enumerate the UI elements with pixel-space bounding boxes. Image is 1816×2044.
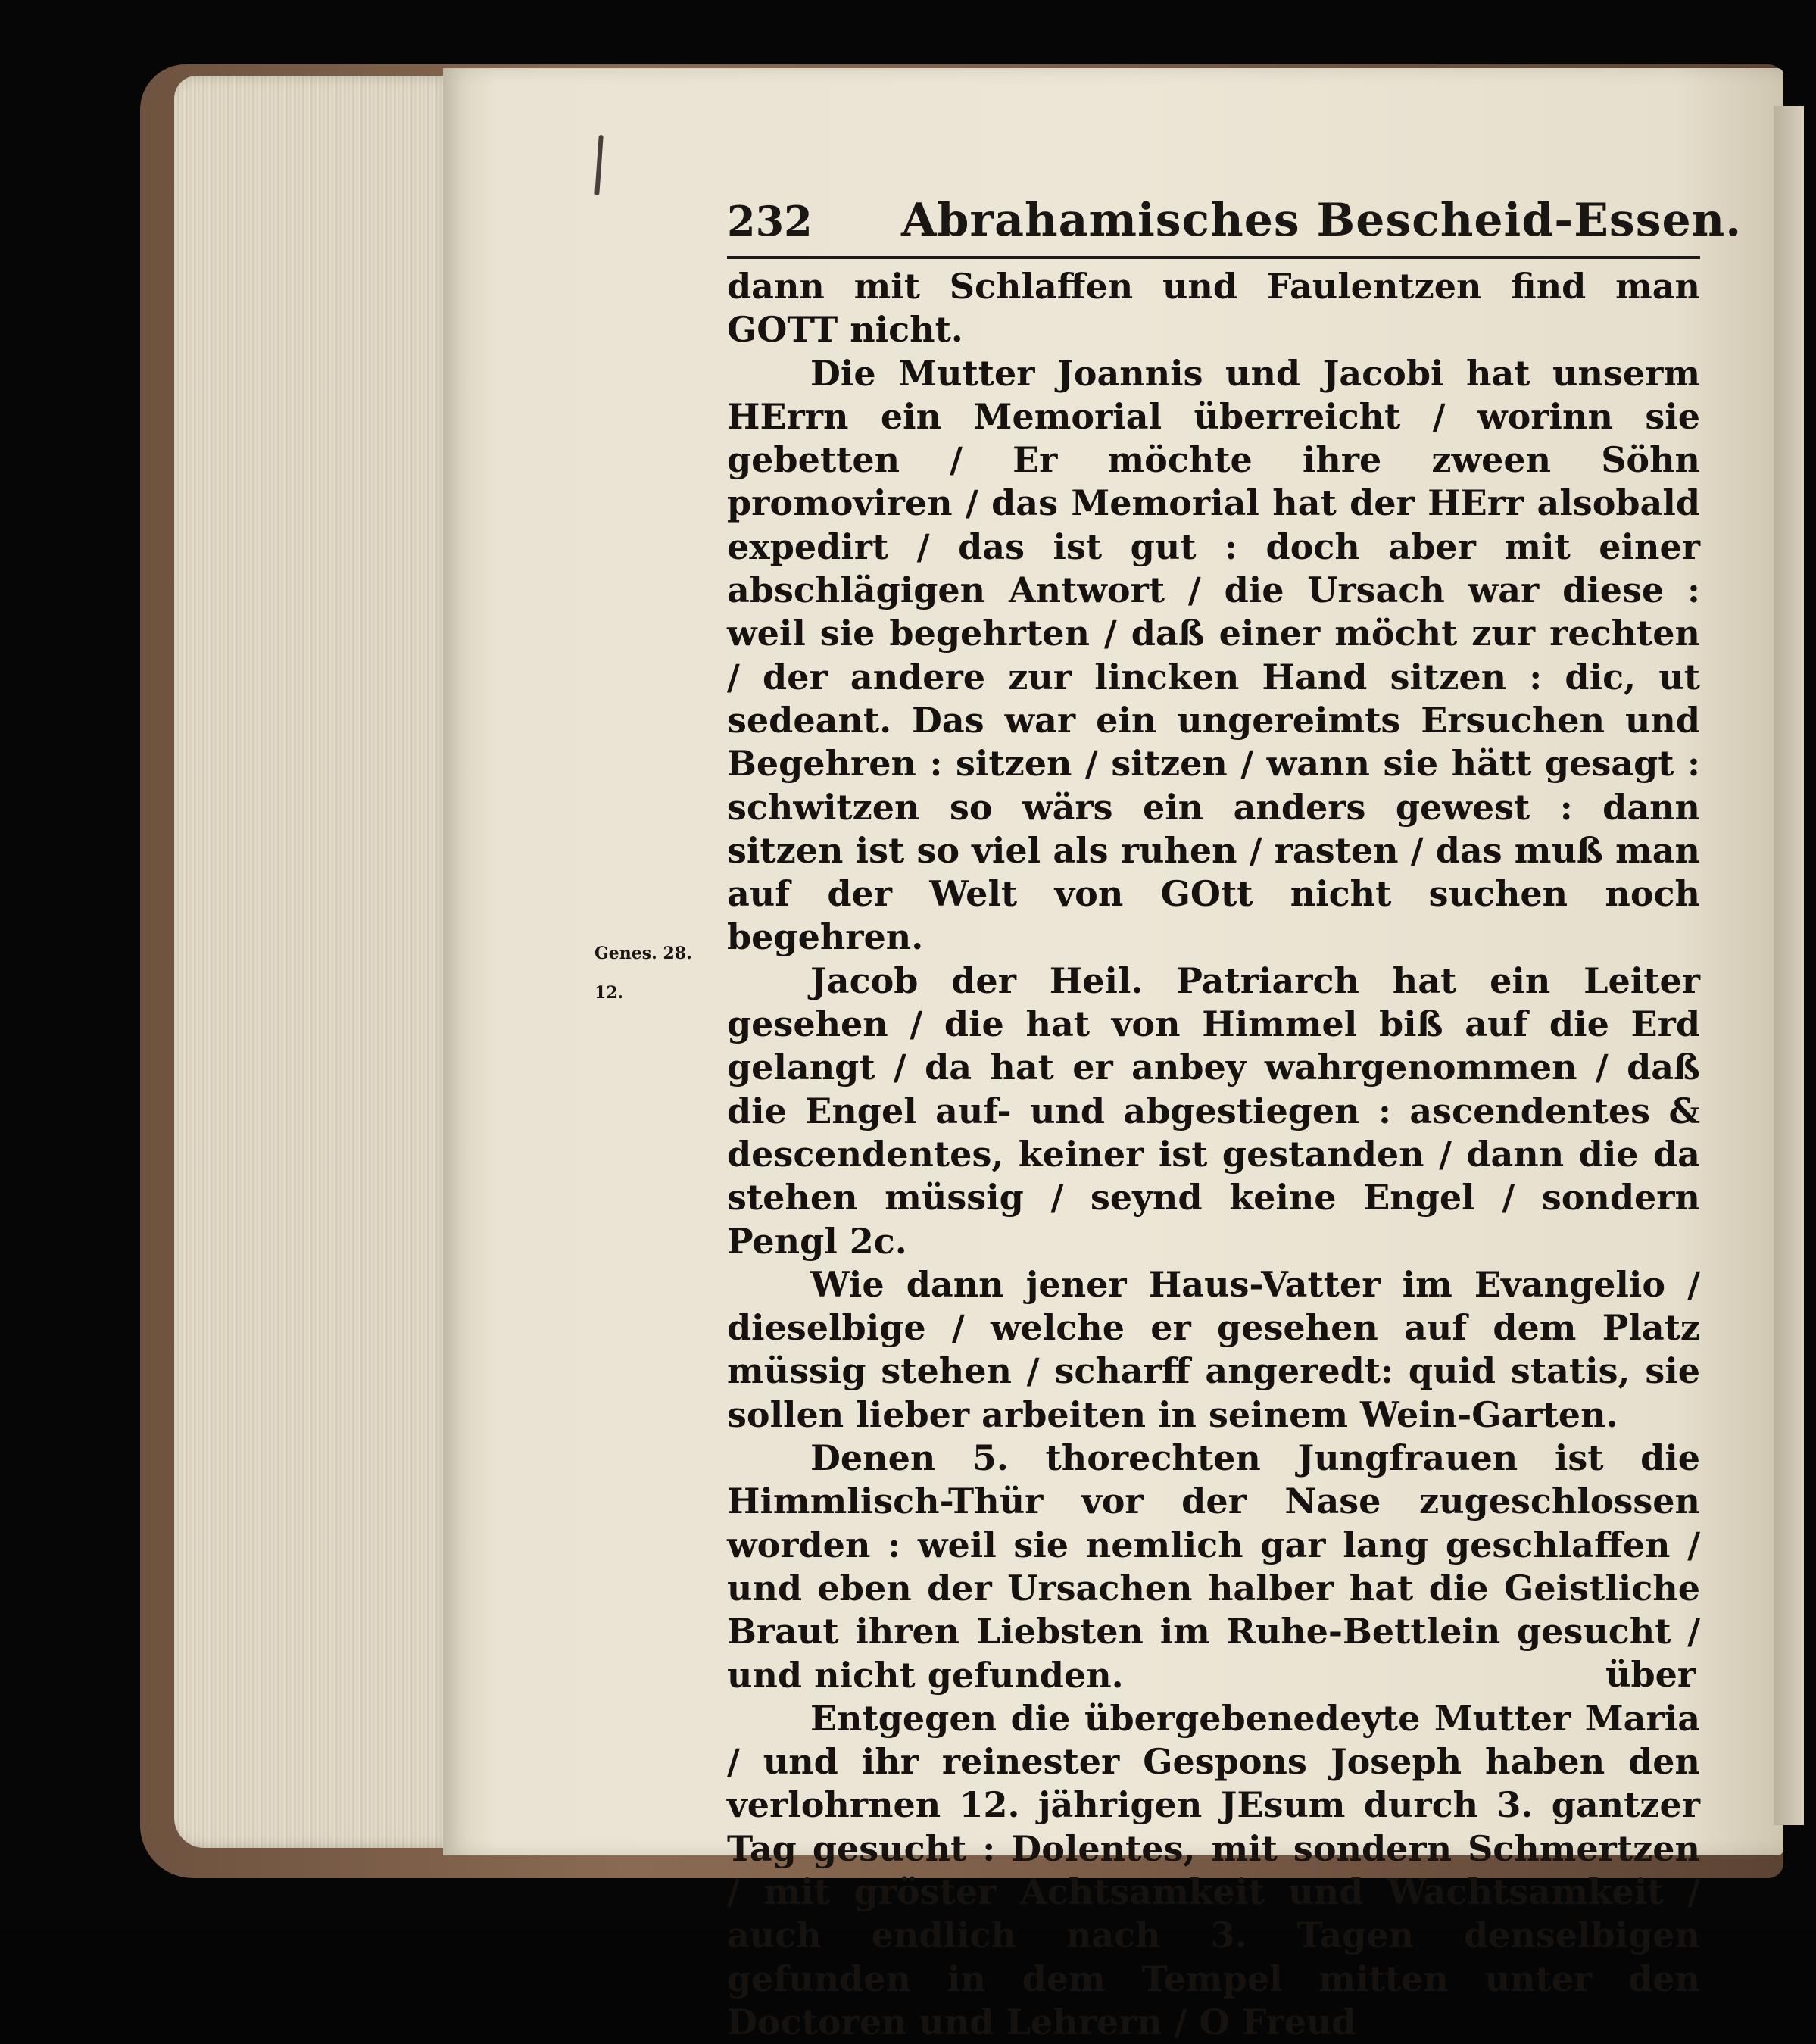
- running-title: Abrahamisches Bescheid-Essen.: [901, 194, 1743, 247]
- page-edges: [174, 76, 454, 1848]
- paragraph: Denen 5. thorechten Jungfrauen ist die Himmlisch-Thür vor der Nase zugeschlossen worden : weil sie nemlich gar lang geschlaffen / und eben der Ursachen halber hat die Geistliche Braut ihren Liebsten im Ruhe-Bettlein gesucht / und nicht gefunden.: [727, 1437, 1700, 1696]
- paragraph: Jacob der Heil. Patriarch hat ein Leiter gesehen / die hat von Himmel biß auf die Erd gelangt / da hat er anbey wahrgenommen / daß die Engel auf- und abgestiegen : ascendentes & descendentes, keiner ist gestanden / dann die da stehen müssig / seynd keine Engel / sondern Pengl 2c.: [727, 960, 1700, 1262]
- paragraph: Die Mutter Joannis und Jacobi hat unserm HErrn ein Memorial überreicht / worinn sie gebetten / Er möchte ihre zween Söhn promoviren / das Memorial hat der HErr alsobald expedirt / das ist gut : doch aber mit einer abschlägigen Antwort / die Ursach war diese : weil sie begehrten / daß einer möcht zur rechten / der andere zur lincken Hand sitzen : dic, ut sedeant. Das war ein ungereimts Ersuchen und Begehren : sitzen / sitzen / wann sie hätt gesagt : schwitzen so wärs ein anders gewest : dann sitzen ist so viel als ruhen / rasten / das muß man auf der Welt von GOtt nicht suchen noch begehren.: [727, 352, 1700, 958]
- paragraph: dann mit Schlaffen und Faulentzen find man GOTT nicht.: [727, 266, 1700, 351]
- text-body: [727, 265, 1700, 2044]
- page-number: 232: [727, 197, 813, 245]
- page-header: [727, 189, 1743, 250]
- marginal-note: Genes. 28. 12.: [594, 944, 692, 1003]
- paragraph: Entgegen die übergebenedeyte Mutter Maria / und ihr reinester Gespons Joseph haben den verlohrnen 12. jährigen JEsum durch 3. gantzer Tag gesucht : Dolentes, mit sondern Schmertzen / mit gröster Achtsamkeit und Wachtsamkeit / auch endlich nach 3. Tagen denselbigen gefunden in dem Tempel mitten unter den Doctoren und Lehrern / O Freud: [727, 1697, 1700, 2042]
- catchword: über: [1605, 1654, 1696, 1695]
- facing-page-edge: [1774, 106, 1804, 1825]
- header-rule: [727, 256, 1700, 259]
- paragraph: Wie dann jener Haus-Vatter im Evangelio / dieselbige / welche er gesehen auf dem Platz müssig stehen / scharff angeredt: quid statis, sie sollen lieber arbeiten in seinem Wein-Garten.: [727, 1263, 1700, 1435]
